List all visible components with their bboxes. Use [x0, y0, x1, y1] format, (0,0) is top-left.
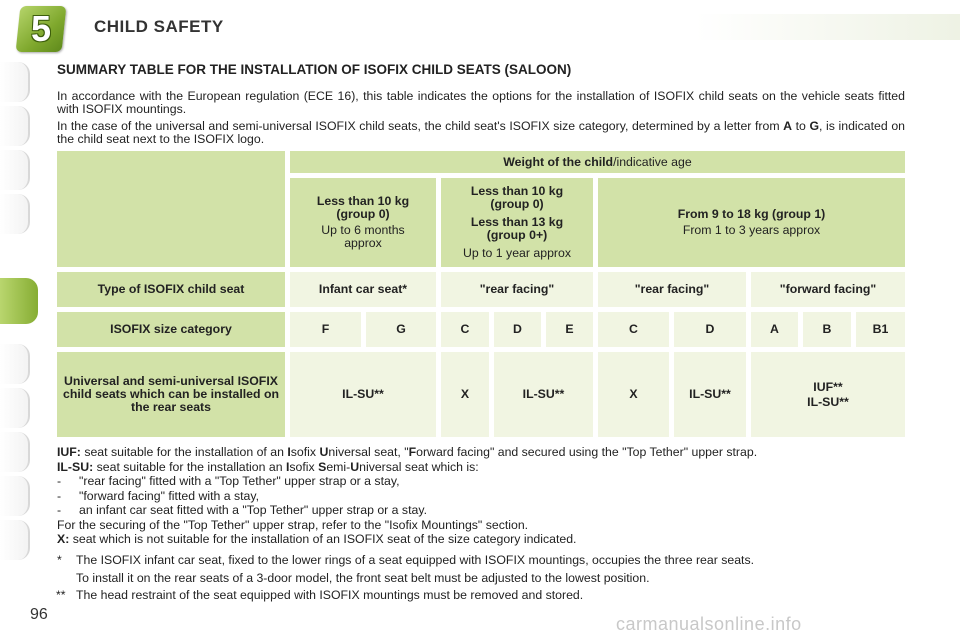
page-header	[0, 0, 960, 50]
type-cell: "rear facing"	[598, 272, 746, 307]
type-cell: "forward facing"	[751, 272, 905, 307]
side-tab-active[interactable]	[0, 278, 38, 324]
universal-cell: IL-SU**	[290, 352, 436, 437]
size-cell: C	[441, 312, 489, 347]
side-tab[interactable]	[0, 344, 30, 384]
universal-cell: IUF** IL-SU**	[751, 352, 905, 437]
legend-iuf: IUF: seat suitable for the installation of an Isofix Universal seat, "Forward facing" and secured using the "Top Tether" upper strap.	[57, 445, 758, 459]
group-header-0: Less than 10 kg (group 0) Up to 6 months approx	[290, 178, 436, 267]
universal-cell: IL-SU**	[494, 352, 593, 437]
group-header-1: From 9 to 18 kg (group 1) From 1 to 3 years approx	[598, 178, 905, 267]
weight-header: Weight of the child/indicative age	[290, 151, 905, 173]
watermark: carmanualsonline.info	[616, 614, 802, 634]
isofix-summary-table	[57, 151, 905, 437]
universal-cell: X	[598, 352, 669, 437]
universal-cell: IL-SU**	[674, 352, 746, 437]
size-cell: D	[674, 312, 746, 347]
row-label-universal: Universal and semi-universal ISOFIX child seats which can be installed on the rear seats	[57, 352, 285, 437]
legend-ilsu: IL-SU: seat suitable for the installation an Isofix Semi-Universal seat which is:	[57, 459, 479, 474]
size-cell: G	[366, 312, 436, 347]
main-content	[57, 62, 905, 150]
side-tab[interactable]	[0, 62, 30, 102]
size-cell: A	[751, 312, 798, 347]
side-tab[interactable]	[0, 476, 30, 516]
legend-securing: For the securing of the "Top Tether" upper strap, refer to the "Isofix Mountings" section.	[57, 517, 529, 532]
size-cell: F	[290, 312, 361, 347]
intro-paragraph-2: In the case of the universal and semi-universal ISOFIX child seats, the child seat's ISOFIX size category, determined by a letter from A to G, is indicated on the child seat next to the ISOFIX logo.	[57, 119, 905, 146]
type-cell: "rear facing"	[441, 272, 593, 307]
row-label-size: ISOFIX size category	[57, 312, 285, 347]
size-cell: B	[803, 312, 851, 347]
side-tab[interactable]	[0, 432, 30, 472]
size-cell: B1	[856, 312, 905, 347]
side-tab[interactable]	[0, 150, 30, 190]
legend-x: X: seat which is not suitable for the installation of an ISOFIX seat of the size category indicated.	[57, 532, 577, 546]
footnote-star: * The ISOFIX infant car seat, fixed to the lower rings of a seat equipped with ISOFIX mountings, occupies the three rear seats. To install it on the rear seats of a 3-door model, the front seat belt must be adjusted to the lowest position.	[57, 553, 755, 585]
chapter-title: CHILD SAFETY	[94, 17, 224, 36]
chapter-side-tabs	[0, 62, 40, 582]
side-tab[interactable]	[0, 194, 30, 234]
universal-cell: X	[441, 352, 489, 437]
side-tab[interactable]	[0, 106, 30, 146]
size-cell: C	[598, 312, 669, 347]
footnotes	[57, 553, 905, 605]
page-number: 96	[30, 606, 48, 623]
side-tab[interactable]	[0, 388, 30, 428]
chapter-number: 5	[30, 8, 52, 49]
table-legend	[57, 445, 905, 547]
intro-paragraph-1: In accordance with the European regulation (ECE 16), this table indicates the options for the installation of ISOFIX child seats on the vehicle seats fitted with ISOFIX mountings.	[57, 89, 905, 116]
size-cell: E	[546, 312, 593, 347]
size-cell: D	[494, 312, 541, 347]
side-tab[interactable]	[0, 520, 30, 560]
table-corner-cell	[57, 151, 285, 267]
row-label-type: Type of ISOFIX child seat	[57, 272, 285, 307]
legend-list-item: - "forward facing" fitted with a stay,	[57, 488, 260, 503]
type-cell: Infant car seat*	[290, 272, 436, 307]
group-header-0-plus: Less than 10 kg (group 0) Less than 13 kg (group 0+) Up to 1 year approx	[441, 178, 593, 267]
legend-list-item: - "rear facing" fitted with a "Top Tether" upper strap or a stay,	[57, 474, 400, 488]
legend-list-item: - an infant car seat fitted with a "Top Tether" upper strap or a stay.	[57, 503, 427, 517]
footnote-double-star: ** The head restraint of the seat equipped with ISOFIX mountings must be removed and stored.	[56, 588, 584, 602]
section-title: SUMMARY TABLE FOR THE INSTALLATION OF ISOFIX CHILD SEATS (SALOON)	[57, 62, 572, 77]
